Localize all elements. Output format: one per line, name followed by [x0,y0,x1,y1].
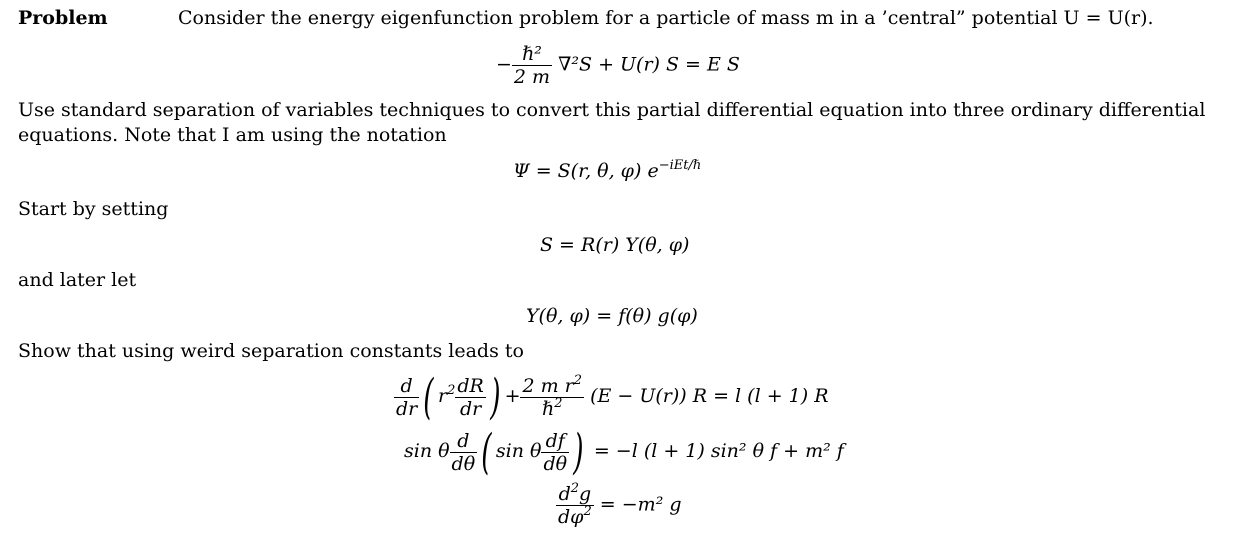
schrodinger-denominator: 2 m [513,66,551,88]
problem-intro: Consider the energy eigenfunction problem for a particle of mass m in a ’central” potential U = U(r). [178,7,1154,29]
schrodinger-equation: − $\frac{\text{ℏ²}}{2 m}$ ∇²S + U(r) S = E S [496,43,740,88]
polar-equation: sin θ $\frac{d}{d\theta}$ ( sin θ $\frac{df}{d\theta}$ ) = −l (l + 1) sin² θ f + m² f [404,424,844,480]
schrodinger-numerator: ℏ² [522,43,542,65]
polar-tail: = −l (l + 1) sin² θ f + m² f [593,440,844,462]
radial-equation: $\frac{d}{dr}$ ( $r^2$ $\frac{dR}{dr}$ ) + $\frac{2 m r^2}{\hbar^2}$ (E − U(r)) R = l (l + 1) R [396,369,829,425]
azimuthal-tail: = −m² g [599,493,682,516]
instruction-line-2: equations. Note that I am using the notation [18,124,447,146]
psi-equation [513,160,701,182]
schrodinger-rest: ∇²S + U(r) S = E S [558,53,740,76]
separation-equation-2: Y(θ, φ) = f(θ) g(φ) [526,305,698,327]
separation-equation-1: S = R(r) Y(θ, φ) [540,234,690,256]
instruction-line-1: Use standard separation of variables techniques to convert this partial differential equation into three ordinary differential [18,99,1206,121]
show-text: Show that using weird separation constants leads to [18,340,524,362]
azimuthal-equation: $\frac{d^2g}{d\varphi^2}$ = −m² g [558,481,682,528]
start-text: Start by setting [18,198,169,220]
psi-exponent: −iEt/ℏ [658,158,702,173]
radial-tail: (E − U(r)) R = l (l + 1) R [590,385,829,407]
psi-main: Ψ = S(r, θ, φ) e [513,160,659,182]
problem-label: Problem [18,7,108,29]
later-text: and later let [18,269,137,291]
